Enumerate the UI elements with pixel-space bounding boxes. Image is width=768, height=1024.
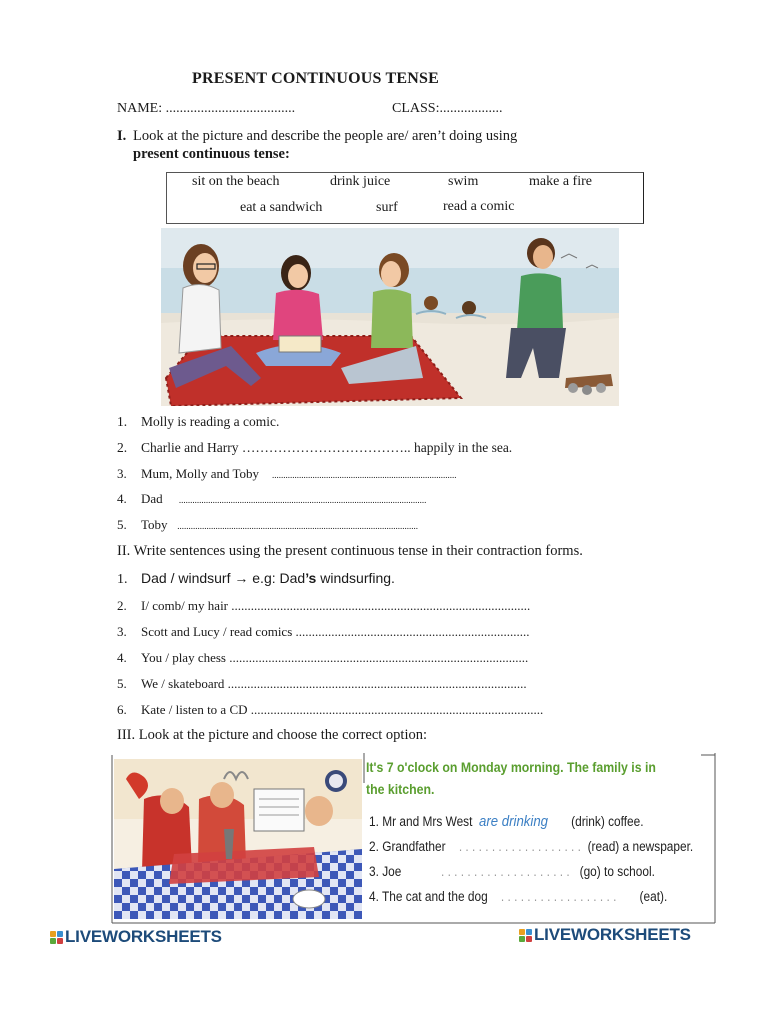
list-item: 6. Kate / listen to a CD .......................................................................................... [117,702,544,717]
name-field: NAME: ..................................... [117,101,296,116]
answer-blank: . . . . . . . . . . . . . . . . . . . [458,839,581,854]
kitchen-exercise-box [111,753,717,925]
page-title: PRESENT CONTINUOUS TENSE [192,70,439,87]
answer-blank: . . . . . . . . . . . . . . . . . . . . [440,864,570,879]
answer-line: .............................................................................................................. [178,495,427,505]
list-item: 2. I/ comb/ my hair ............................................................................................ [117,598,531,613]
box-heading-line-2: the kitchen. [366,781,435,797]
exercise-line: 2. Grandfather . . . . . . . . . . . . . . . . . . . (read) a newspaper. [369,839,694,854]
answer-line: ........................................................................................................... [177,521,419,531]
exercise-line: 3. Joe . . . . . . . . . . . . . . . . . . . . (go) to school. [369,864,655,879]
exercise-line: 1. Mr and Mrs West are drinking (drink) coffee. [369,813,644,830]
answer-example: are drinking [479,813,549,830]
answer-line: .................................................................................. [272,470,457,480]
list-item: 3. Scott and Lucy / read comics ........................................................................ [117,624,530,639]
example-item: 1. Dad / windsurf → e.g: Dad’s windsurfing. [117,570,395,587]
answer-blank: . . . . . . . . . . . . . . . . . . [500,889,617,904]
liveworksheets-logo: LIVEWORKSHEETS [519,925,691,945]
section-3-heading: III. Look at the picture and choose the correct option: [117,727,428,743]
list-item: 5. We / skateboard ............................................................................................ [117,676,527,691]
list-item: 2. Charlie and Harry ……………………………….. happily in the sea. [117,440,513,455]
word-item: surf [376,200,398,215]
word-item: read a comic [443,199,515,214]
box-heading-line-1: It's 7 o'clock on Monday morning. The family is in [366,759,656,775]
word-box [166,172,644,224]
liveworksheets-logo-icon [519,929,532,942]
list-item: 1. Molly is reading a comic. [117,414,280,429]
list-item: 4. Dad .............................................................................................................. [117,491,427,506]
liveworksheets-logo: LIVEWORKSHEETS [50,927,222,947]
word-item: sit on the beach [192,174,280,189]
list-item: 4. You / play chess ............................................................................................ [117,650,529,665]
word-item: swim [448,174,479,189]
liveworksheets-logo-icon [50,931,63,944]
exercise-line: 4. The cat and the dog . . . . . . . . . . . . . . . . . . (eat). [369,889,668,904]
word-item: eat a sandwich [240,200,323,215]
list-item: 3. Mum, Molly and Toby .................................................................................. [117,466,457,481]
word-item: drink juice [330,174,391,189]
kitchen-family-illustration [114,759,362,919]
word-item: make a fire [529,174,592,189]
beach-scene-illustration [161,228,619,406]
section-2-heading: II. Write sentences using the present continuous tense in their contraction forms. [117,543,583,559]
class-field: CLASS:.................. [392,101,503,116]
section-1-instruction: I. Look at the picture and describe the people are/ aren’t doing using present continuous tense: [117,128,518,162]
list-item: 5. Toby ........................................................................................................... [117,517,419,532]
